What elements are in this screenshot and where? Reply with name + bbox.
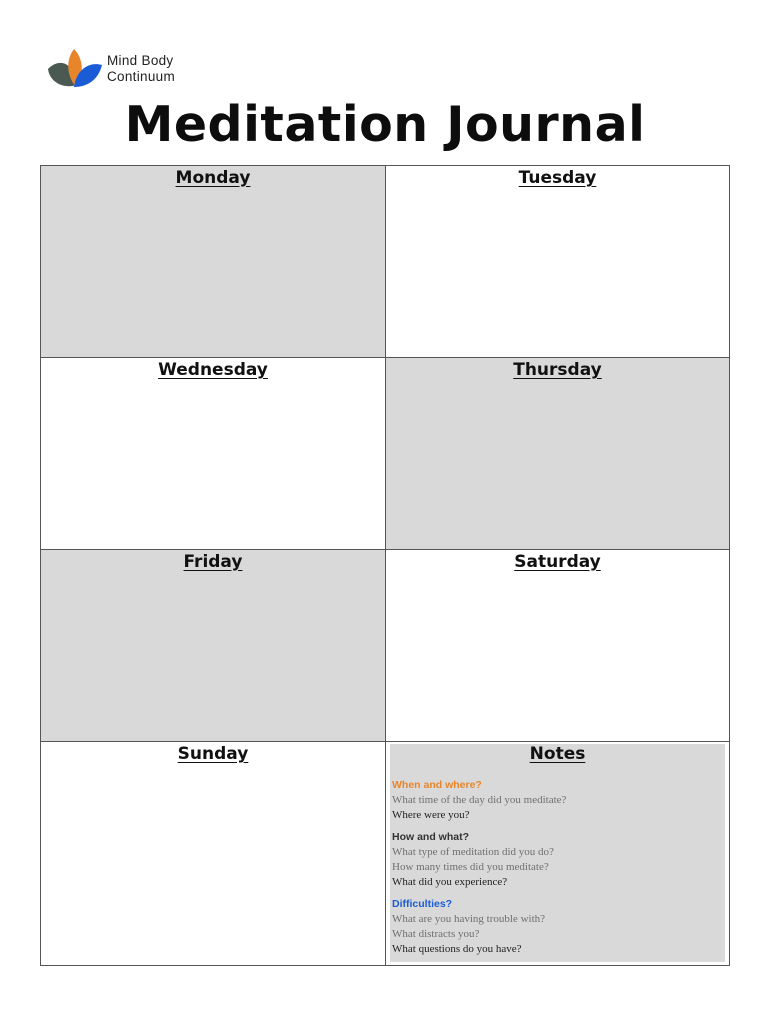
thursday-label: Thursday <box>513 360 602 380</box>
friday-cell[interactable] <box>41 550 386 742</box>
thursday-cell[interactable] <box>386 358 729 550</box>
tuesday-cell[interactable] <box>386 166 729 358</box>
tuesday-label: Tuesday <box>518 168 597 188</box>
notes-section-title: How and what? <box>392 831 469 843</box>
saturday-cell[interactable] <box>386 550 729 742</box>
sunday-cell[interactable] <box>41 742 386 965</box>
notes-question: Where were you? <box>392 809 470 821</box>
notes-section <box>392 779 721 823</box>
notes-question: What are you having trouble with? <box>392 913 546 925</box>
journal-grid <box>40 165 730 966</box>
page-title: Meditation Journal <box>124 96 646 153</box>
monday-cell[interactable] <box>41 166 386 358</box>
notes-question: What type of meditation did you do? <box>392 846 554 858</box>
notes-section <box>392 898 721 957</box>
monday-label: Monday <box>175 168 251 188</box>
sunday-label: Sunday <box>177 744 249 764</box>
friday-label: Friday <box>183 552 243 572</box>
notes-section <box>392 831 721 890</box>
brand-name <box>107 53 175 85</box>
saturday-label: Saturday <box>514 552 601 572</box>
notes-question: How many times did you meditate? <box>392 861 549 873</box>
notes-question: What questions do you have? <box>392 943 522 955</box>
notes-cell[interactable] <box>386 742 729 965</box>
lotus-icon <box>46 47 106 91</box>
brand-line-2: Continuum <box>107 69 175 84</box>
notes-label: Notes <box>529 744 586 764</box>
brand-line-1: Mind Body <box>107 53 174 68</box>
notes-question: What distracts you? <box>392 928 480 940</box>
wednesday-cell[interactable] <box>41 358 386 550</box>
brand-logo <box>46 47 196 91</box>
notes-panel <box>390 744 725 962</box>
notes-prompts <box>392 779 721 965</box>
notes-question: What did you experience? <box>392 876 508 888</box>
notes-section-title: When and where? <box>392 779 482 791</box>
notes-section-title: Difficulties? <box>392 898 453 910</box>
notes-question: What time of the day did you meditate? <box>392 794 567 806</box>
wednesday-label: Wednesday <box>158 360 268 380</box>
